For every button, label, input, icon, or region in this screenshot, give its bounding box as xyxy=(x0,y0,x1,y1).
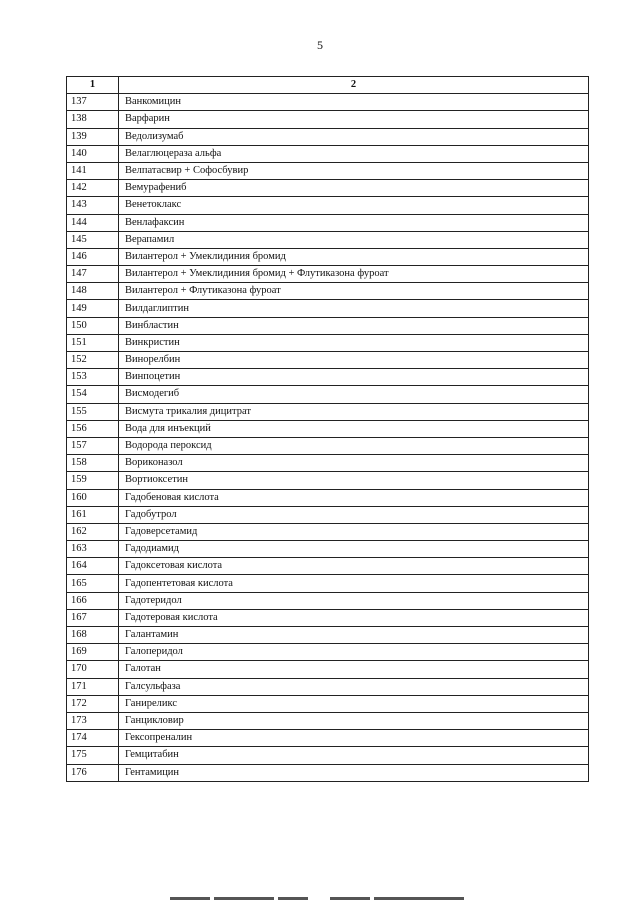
row-number-cell: 170 xyxy=(67,661,119,678)
table-row xyxy=(67,437,589,454)
table-row xyxy=(67,695,589,712)
drug-name-cell: Винкристин xyxy=(119,334,589,351)
table-row xyxy=(67,455,589,472)
column-header-number: 1 xyxy=(67,77,119,94)
row-number-cell: 158 xyxy=(67,455,119,472)
table-row xyxy=(67,506,589,523)
drug-name-cell: Висмута трикалия дицитрат xyxy=(119,403,589,420)
drug-list-table xyxy=(66,76,589,782)
row-number-cell: 173 xyxy=(67,712,119,729)
table-row xyxy=(67,180,589,197)
table-row xyxy=(67,145,589,162)
row-number-cell: 160 xyxy=(67,489,119,506)
table-row xyxy=(67,386,589,403)
drug-name-cell: Ганцикловир xyxy=(119,712,589,729)
row-number-cell: 176 xyxy=(67,764,119,781)
drug-name-cell: Вода для инъекций xyxy=(119,420,589,437)
table-row xyxy=(67,352,589,369)
drug-name-cell: Велпатасвир + Софосбувир xyxy=(119,162,589,179)
drug-name-cell: Вемурафениб xyxy=(119,180,589,197)
drug-name-cell: Вилантерол + Умеклидиния бромид + Флутиказона фуроат xyxy=(119,266,589,283)
table-row xyxy=(67,472,589,489)
drug-name-cell: Гадоверсетамид xyxy=(119,523,589,540)
row-number-cell: 148 xyxy=(67,283,119,300)
table-row xyxy=(67,214,589,231)
drug-name-cell: Венетоклакс xyxy=(119,197,589,214)
row-number-cell: 152 xyxy=(67,352,119,369)
row-number-cell: 159 xyxy=(67,472,119,489)
drug-name-cell: Висмодегиб xyxy=(119,386,589,403)
drug-name-cell: Водорода пероксид xyxy=(119,437,589,454)
drug-name-cell: Верапамил xyxy=(119,231,589,248)
scan-artifact xyxy=(330,897,370,900)
drug-name-cell: Ганиреликс xyxy=(119,695,589,712)
drug-name-cell: Гемцитабин xyxy=(119,747,589,764)
drug-name-cell: Галсульфаза xyxy=(119,678,589,695)
row-number-cell: 155 xyxy=(67,403,119,420)
row-number-cell: 167 xyxy=(67,609,119,626)
row-number-cell: 142 xyxy=(67,180,119,197)
row-number-cell: 163 xyxy=(67,541,119,558)
row-number-cell: 143 xyxy=(67,197,119,214)
drug-name-cell: Винпоцетин xyxy=(119,369,589,386)
page-number: 5 xyxy=(317,38,323,52)
row-number-cell: 145 xyxy=(67,231,119,248)
table-row xyxy=(67,644,589,661)
drug-name-cell: Гадодиамид xyxy=(119,541,589,558)
table-row xyxy=(67,609,589,626)
drug-name-cell: Ведолизумаб xyxy=(119,128,589,145)
drug-name-cell: Гадобеновая кислота xyxy=(119,489,589,506)
table-row xyxy=(67,94,589,111)
table-row xyxy=(67,248,589,265)
drug-name-cell: Венлафаксин xyxy=(119,214,589,231)
drug-name-cell: Вилантерол + Флутиказона фуроат xyxy=(119,283,589,300)
table-row xyxy=(67,661,589,678)
drug-name-cell: Гадопентетовая кислота xyxy=(119,575,589,592)
row-number-cell: 168 xyxy=(67,627,119,644)
drug-name-cell: Вортиоксетин xyxy=(119,472,589,489)
drug-name-cell: Ванкомицин xyxy=(119,94,589,111)
table-row xyxy=(67,317,589,334)
drug-name-cell: Галоперидол xyxy=(119,644,589,661)
table-row xyxy=(67,162,589,179)
table-header-row xyxy=(67,77,589,94)
drug-name-cell: Винорелбин xyxy=(119,352,589,369)
row-number-cell: 144 xyxy=(67,214,119,231)
scan-artifact xyxy=(170,897,210,900)
row-number-cell: 161 xyxy=(67,506,119,523)
drug-name-cell: Гексопреналин xyxy=(119,730,589,747)
table-row xyxy=(67,627,589,644)
row-number-cell: 174 xyxy=(67,730,119,747)
table-row xyxy=(67,334,589,351)
column-header-name: 2 xyxy=(119,77,589,94)
table-row xyxy=(67,403,589,420)
row-number-cell: 165 xyxy=(67,575,119,592)
table-row xyxy=(67,231,589,248)
row-number-cell: 171 xyxy=(67,678,119,695)
table-row xyxy=(67,592,589,609)
row-number-cell: 146 xyxy=(67,248,119,265)
row-number-cell: 140 xyxy=(67,145,119,162)
table-row xyxy=(67,558,589,575)
row-number-cell: 156 xyxy=(67,420,119,437)
table-row xyxy=(67,128,589,145)
drug-name-cell: Галотан xyxy=(119,661,589,678)
table-row xyxy=(67,300,589,317)
drug-name-cell: Велаглюцераза альфа xyxy=(119,145,589,162)
row-number-cell: 153 xyxy=(67,369,119,386)
table-row xyxy=(67,541,589,558)
table-row xyxy=(67,283,589,300)
row-number-cell: 138 xyxy=(67,111,119,128)
scan-artifact xyxy=(374,897,464,900)
drug-name-cell: Вилантерол + Умеклидиния бромид xyxy=(119,248,589,265)
table-row xyxy=(67,489,589,506)
row-number-cell: 149 xyxy=(67,300,119,317)
row-number-cell: 175 xyxy=(67,747,119,764)
drug-name-cell: Варфарин xyxy=(119,111,589,128)
row-number-cell: 169 xyxy=(67,644,119,661)
row-number-cell: 154 xyxy=(67,386,119,403)
table-row xyxy=(67,747,589,764)
drug-name-cell: Вилдаглиптин xyxy=(119,300,589,317)
row-number-cell: 157 xyxy=(67,437,119,454)
drug-name-cell: Гадобутрол xyxy=(119,506,589,523)
table-row xyxy=(67,197,589,214)
table-row xyxy=(67,730,589,747)
row-number-cell: 137 xyxy=(67,94,119,111)
table-row xyxy=(67,420,589,437)
drug-name-cell: Гадоксетовая кислота xyxy=(119,558,589,575)
row-number-cell: 164 xyxy=(67,558,119,575)
drug-name-cell: Гентамицин xyxy=(119,764,589,781)
row-number-cell: 141 xyxy=(67,162,119,179)
table-body xyxy=(67,94,589,782)
table-row xyxy=(67,575,589,592)
drug-name-cell: Галантамин xyxy=(119,627,589,644)
row-number-cell: 139 xyxy=(67,128,119,145)
row-number-cell: 147 xyxy=(67,266,119,283)
row-number-cell: 150 xyxy=(67,317,119,334)
table-row xyxy=(67,523,589,540)
drug-name-cell: Вориконазол xyxy=(119,455,589,472)
scan-artifact xyxy=(214,897,274,900)
row-number-cell: 162 xyxy=(67,523,119,540)
table-row xyxy=(67,266,589,283)
table-row xyxy=(67,764,589,781)
row-number-cell: 172 xyxy=(67,695,119,712)
drug-name-cell: Гадотеровая кислота xyxy=(119,609,589,626)
row-number-cell: 151 xyxy=(67,334,119,351)
table-row xyxy=(67,678,589,695)
drug-name-cell: Гадотеридол xyxy=(119,592,589,609)
table-row xyxy=(67,712,589,729)
drug-name-cell: Винбластин xyxy=(119,317,589,334)
table-row xyxy=(67,111,589,128)
table-row xyxy=(67,369,589,386)
scan-artifact xyxy=(278,897,308,900)
row-number-cell: 166 xyxy=(67,592,119,609)
